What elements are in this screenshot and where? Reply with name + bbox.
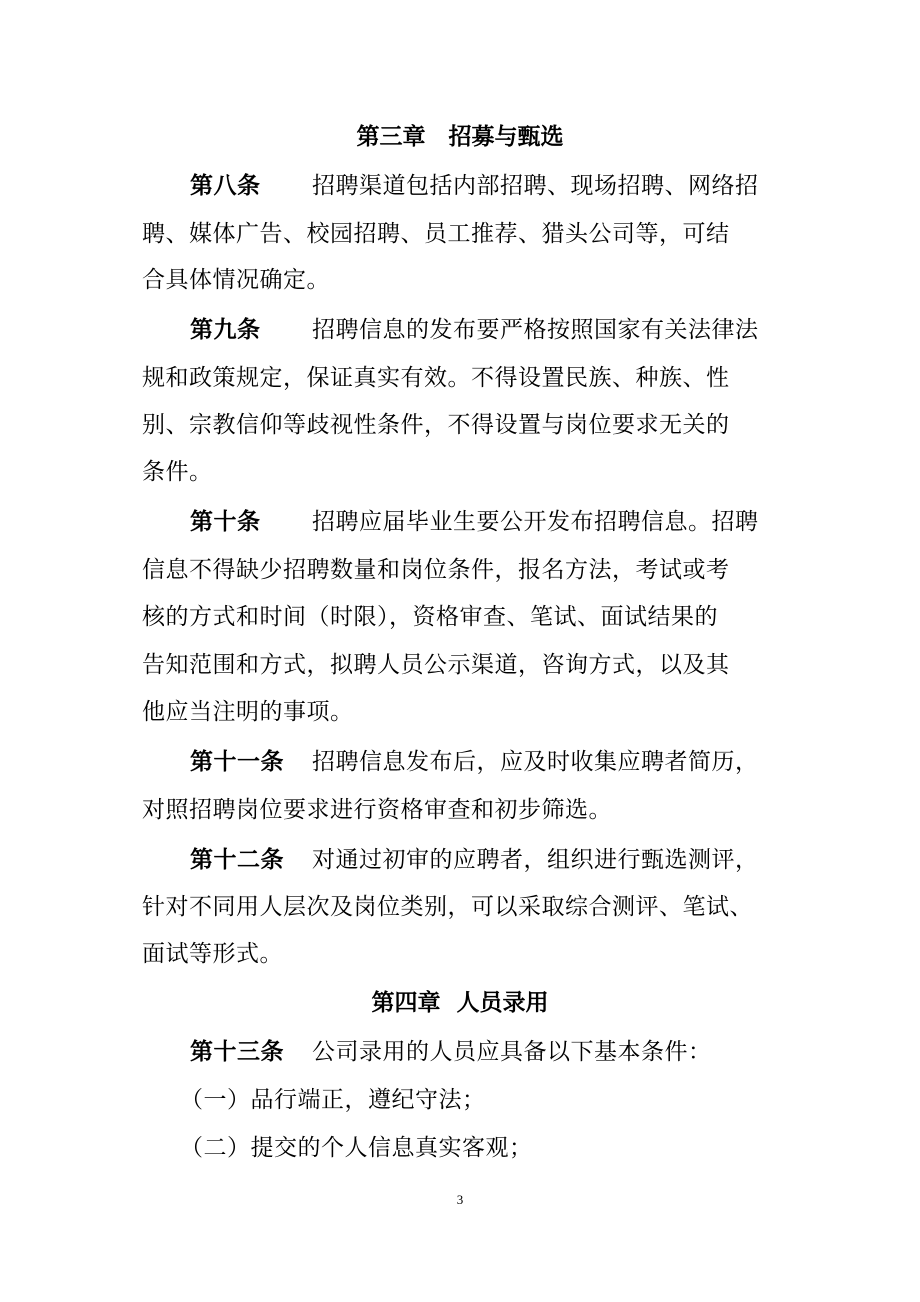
article-12-line-2: 针对不同用人层次及岗位类别，可以采取综合测评、笔试、 [142, 894, 753, 920]
article-12-label: 第十二条 [190, 847, 284, 873]
article-9-line-3: 别、宗教信仰等歧视性条件，不得设置与岗位要求无关的 [142, 412, 730, 438]
condition-2: （二）提交的个人信息真实客观； [180, 1135, 533, 1161]
article-10-line-1: 第十条 招聘应届毕业生要公开发布招聘信息。招聘 [190, 509, 759, 535]
chapter-3-heading: 第三章 招募与甄选 [356, 124, 564, 150]
article-10-label: 第十条 [190, 509, 261, 535]
article-11-label: 第十一条 [190, 749, 284, 775]
article-9-label: 第九条 [190, 317, 261, 343]
page-number: 3 [456, 1192, 464, 1207]
article-8-line-1: 第八条 招聘渠道包括内部招聘、现场招聘、网络招 [190, 173, 759, 199]
article-9-line-4: 条件。 [142, 459, 213, 485]
article-11-line-2: 对照招聘岗位要求进行资格审查和初步筛选。 [142, 797, 612, 823]
article-8-label: 第八条 [190, 173, 261, 199]
article-10-line-3: 核的方式和时间（时限），资格审查、笔试、面试结果的 [142, 604, 718, 630]
article-9-line-2: 规和政策规定，保证真实有效。不得设置民族、种族、性 [142, 365, 730, 391]
article-10-line-4: 告知范围和方式，拟聘人员公示渠道，咨询方式，以及其 [142, 652, 730, 678]
article-8-line-3: 合具体情况确定。 [142, 267, 330, 293]
article-10-line-2: 信息不得缺少招聘数量和岗位条件，报名方法，考试或考 [142, 557, 730, 583]
article-12-line-1: 第十二条 对通过初审的应聘者，组织进行甄选测评， [190, 847, 759, 873]
article-8-line-2: 聘、媒体广告、校园招聘、员工推荐、猎头公司等，可结 [142, 221, 730, 247]
article-13-label: 第十三条 [190, 1039, 284, 1065]
article-10-line-5: 他应当注明的事项。 [142, 699, 354, 725]
article-13-line-1: 第十三条 公司录用的人员应具备以下基本条件： [190, 1039, 712, 1065]
condition-1: （一）品行端正，遵纪守法； [180, 1087, 486, 1113]
article-12-line-3: 面试等形式。 [142, 941, 283, 967]
article-11-line-1: 第十一条 招聘信息发布后，应及时收集应聘者简历， [190, 749, 759, 775]
chapter-4-heading: 第四章 人员录用 [371, 990, 549, 1016]
article-9-line-1: 第九条 招聘信息的发布要严格按照国家有关法律法 [190, 317, 759, 343]
